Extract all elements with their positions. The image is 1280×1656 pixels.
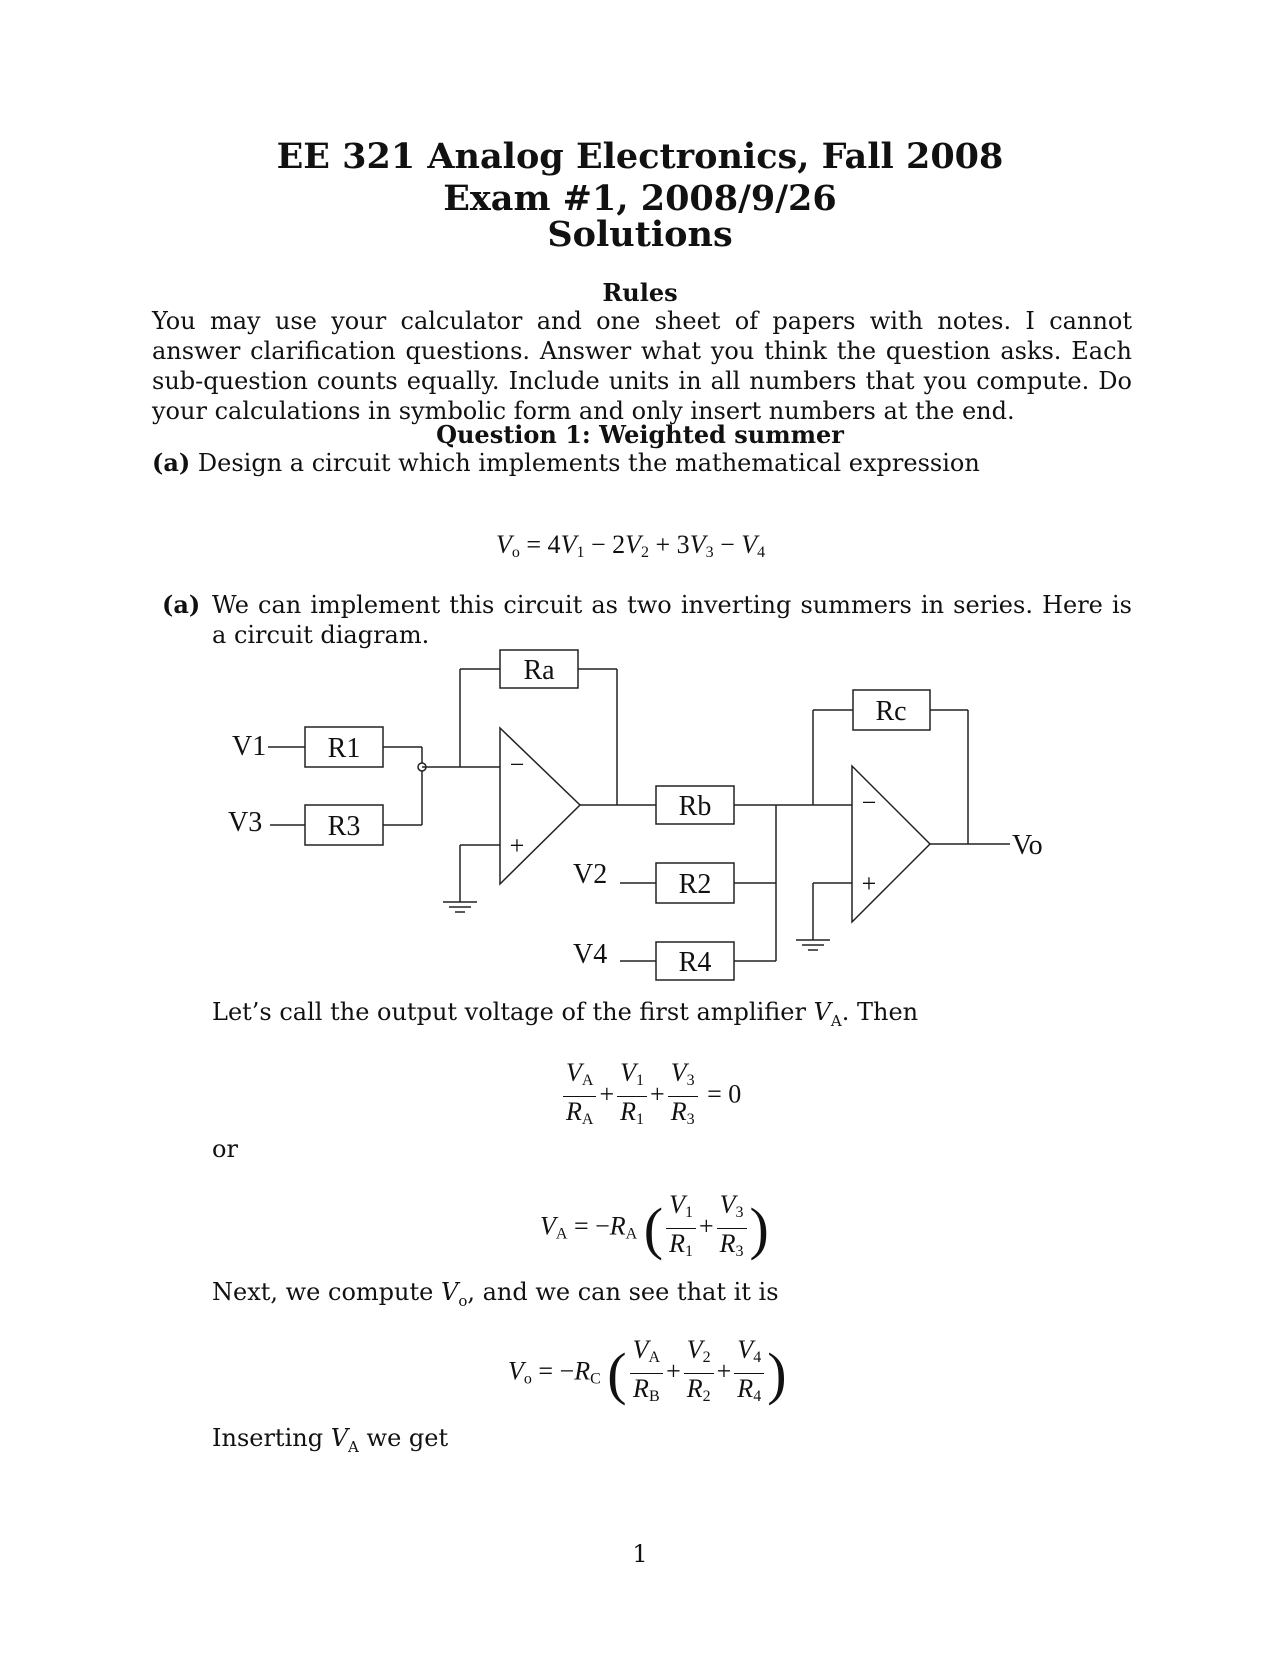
label-r4: R4 xyxy=(678,947,712,978)
label-r1: R1 xyxy=(327,733,361,764)
equation-va: $V_A = -R_A$ ( $\frac{V_1}{R_1}$ + $\frac{V_3}{R_3}$ ) xyxy=(540,1190,769,1261)
answer-text-vo: Next, we compute $V_o$, and we can see that it is xyxy=(212,1278,779,1310)
label-vo: Vo xyxy=(1012,830,1043,861)
exam-subtitle: Exam #1, 2008/9/26 xyxy=(443,178,837,219)
rules-heading: Rules xyxy=(602,278,678,307)
answer-label: (a) xyxy=(162,590,201,619)
label-v4: V4 xyxy=(573,939,608,970)
question1-prompt-text: Design a circuit which implements the mathematical expression xyxy=(197,449,980,477)
opamp1-minus: − xyxy=(509,750,525,779)
opamp2-minus: − xyxy=(861,788,877,817)
rules-text: You may use your calculator and one sheet of papers with notes. I cannot answer clarification questions. Answer what you think the question asks. Each sub-question counts equally. Include units in all numbers that you compute. Do your calculations in symbolic form and only insert numbers at the end. xyxy=(152,307,1132,425)
answer-intro: We can implement this circuit as two inverting summers in series. Here is a circuit diagram. xyxy=(212,591,1132,649)
label-rb: Rb xyxy=(678,791,712,822)
label-r2: R2 xyxy=(678,869,712,900)
answer-text-va: Let’s call the output voltage of the first amplifier $V_A$. Then xyxy=(212,998,919,1030)
label-rc: Rc xyxy=(875,696,907,727)
question1-label: (a) xyxy=(152,448,191,477)
solutions-subtitle: Solutions xyxy=(547,214,733,255)
label-r3: R3 xyxy=(327,811,361,842)
opamp1-plus: + xyxy=(509,831,525,860)
label-v1: V1 xyxy=(232,731,267,762)
answer-or: or xyxy=(212,1135,238,1163)
label-v2: V2 xyxy=(573,859,608,890)
page-title: EE 321 Analog Electronics, Fall 2008 xyxy=(276,136,1004,177)
label-v3: V3 xyxy=(228,807,263,838)
label-ra: Ra xyxy=(523,655,555,686)
question1-heading: Question 1: Weighted summer xyxy=(436,420,844,449)
answer-text-insert: Inserting $V_A$ we get xyxy=(212,1424,449,1456)
equation-kcl: $\frac{V_A}{R_A}$ + $\frac{V_1}{R_1}$ + $\frac{V_3}{R_3}$ = 0 xyxy=(560,1058,741,1135)
question1-prompt xyxy=(152,448,980,477)
circuit-diagram xyxy=(0,640,1280,1000)
equation-vo: $V_o = -R_C$ ( $\frac{V_A}{R_B}$ + $\frac{V_2}{R_2}$ + $\frac{V_4}{R_4}$ ) xyxy=(508,1335,787,1406)
target-expression: $V_o = 4V_1 - 2V_2 + 3V_3 - V_4$ xyxy=(496,530,766,561)
opamp2-plus: + xyxy=(861,869,877,898)
page-number: 1 xyxy=(632,1540,648,1568)
